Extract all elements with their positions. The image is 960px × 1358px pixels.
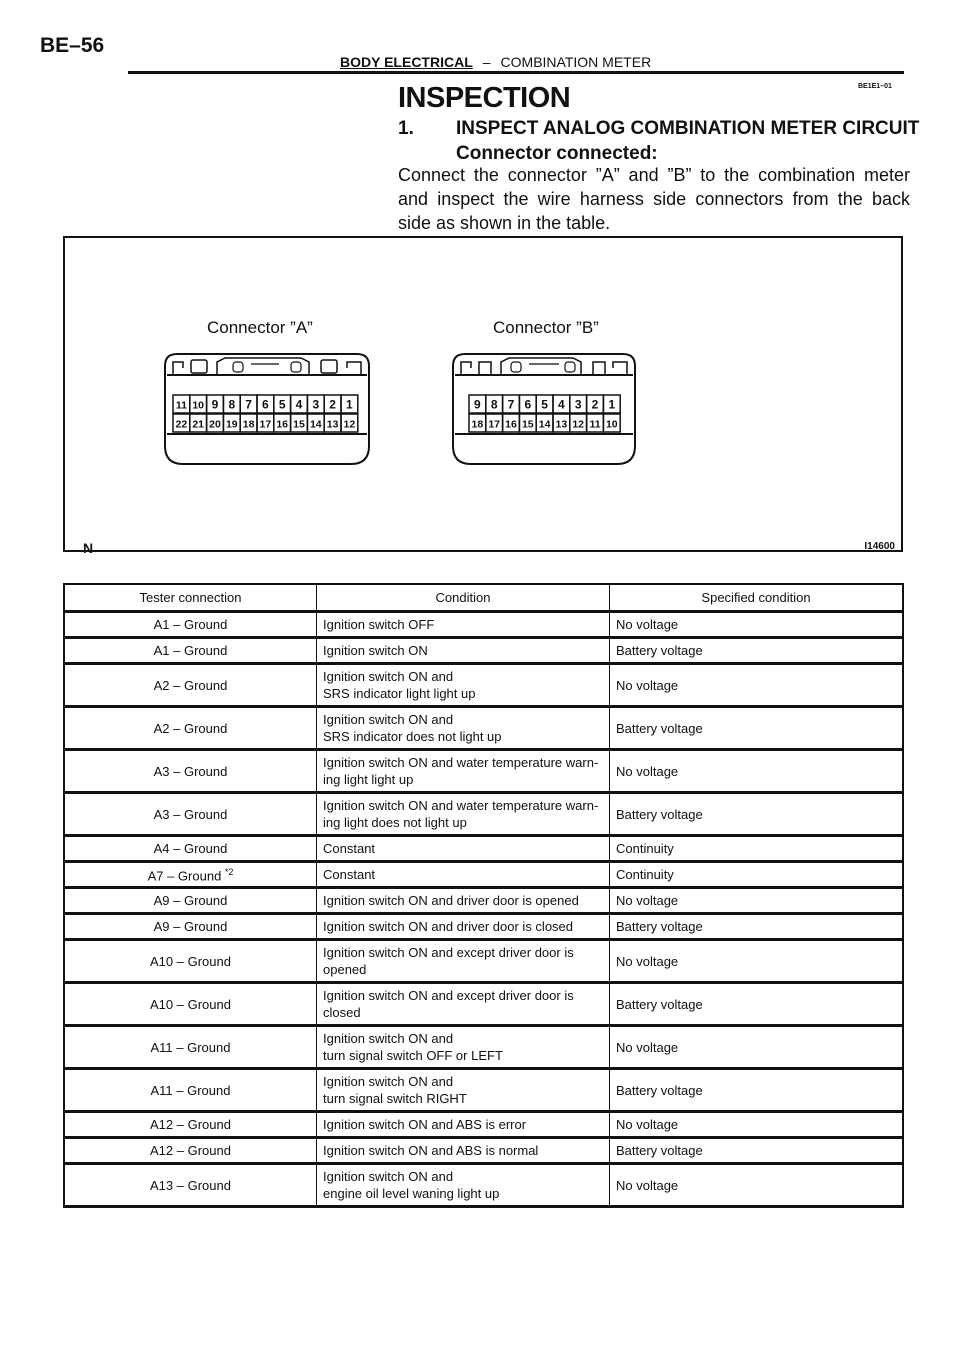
step-title: INSPECT ANALOG COMBINATION METER CIRCUIT — [456, 118, 920, 139]
tester-connection: A9 – Ground — [153, 919, 228, 934]
connector-a-pin-number: 2 — [329, 397, 336, 412]
tester-connection-cell — [64, 638, 317, 664]
tester-connection: A12 – Ground — [150, 1143, 231, 1158]
tester-connection: A12 – Ground — [150, 1117, 231, 1132]
tester-connection: A3 – Ground — [153, 763, 228, 779]
connector-a-pin-number: 9 — [211, 397, 219, 412]
connector-b-pin-number: 4 — [558, 397, 565, 412]
table-row — [64, 793, 903, 836]
condition-line: Ignition switch ON and ABS is normal — [323, 1143, 539, 1158]
condition-cell — [317, 750, 610, 793]
tester-connection: A9 – Ground — [153, 893, 228, 908]
tester-connection-cell — [64, 940, 317, 983]
connector-a-pin-number: 14 — [309, 418, 322, 431]
step-heading — [398, 118, 919, 140]
connector-b-pin-number: 3 — [574, 397, 582, 412]
header-separator: – — [482, 54, 491, 70]
condition-cell — [317, 888, 610, 914]
condition-line: Constant — [323, 841, 376, 856]
condition-line: Ignition switch ON and — [323, 1169, 454, 1184]
table-row — [64, 612, 903, 638]
condition-cell — [317, 793, 610, 836]
connector-a-pin-number: 15 — [293, 418, 305, 431]
tester-connection-cell — [64, 1164, 317, 1207]
table-row — [64, 983, 903, 1026]
footnote-mark: *2 — [224, 867, 234, 878]
connector-b-pin-number: 16 — [505, 418, 517, 431]
tester-connection: A1 – Ground — [153, 617, 228, 632]
specified-condition: Battery voltage — [610, 638, 904, 664]
connector-a-pin-number: 16 — [276, 418, 289, 431]
condition-line-2: turn signal switch RIGHT — [323, 1091, 467, 1106]
condition-line-2: closed — [323, 1005, 361, 1020]
tester-connection: A11 – Ground — [150, 1082, 231, 1098]
connector-a-pin-number: 17 — [259, 418, 272, 431]
tester-connection-cell — [64, 1112, 317, 1138]
header-spec: Specified condition — [610, 584, 904, 612]
condition-cell — [317, 983, 610, 1026]
table-row — [64, 1112, 903, 1138]
connector-figure — [63, 236, 903, 556]
connector-a-pin-number: 6 — [262, 397, 269, 412]
connector-a-pin-number: 5 — [278, 397, 286, 412]
connector-b-pin-number: 6 — [524, 397, 532, 412]
inspection-table — [63, 583, 904, 1208]
running-header — [340, 54, 651, 70]
specified-condition: No voltage — [610, 612, 904, 638]
condition-line: Ignition switch ON and except driver door is — [323, 945, 574, 960]
specified-condition: Battery voltage — [610, 1138, 904, 1164]
connector-b-pin-number: 1 — [608, 397, 616, 412]
table-row — [64, 638, 903, 664]
connector-b-pin-number: 5 — [541, 397, 548, 412]
connector-a-pin-number: 11 — [175, 399, 187, 412]
connector-a-pin-number: 22 — [175, 418, 188, 431]
connector-a-pin-number: 1 — [346, 397, 353, 412]
figure-id: I14600 — [864, 541, 895, 552]
table-row — [64, 888, 903, 914]
step-subheading: Connector connected: — [456, 143, 658, 164]
specified-condition: No voltage — [610, 750, 904, 793]
condition-cell — [317, 836, 610, 862]
tester-connection-cell — [64, 612, 317, 638]
table-header-row — [64, 584, 903, 612]
condition-cell — [317, 1112, 610, 1138]
condition-line: Ignition switch ON and water temperature warn- — [323, 798, 599, 813]
header-rule — [128, 71, 904, 74]
table-row — [64, 1069, 903, 1112]
tester-connection-cell — [64, 1026, 317, 1069]
condition-line: Ignition switch OFF — [323, 617, 435, 632]
table-row — [64, 1026, 903, 1069]
specified-condition: Battery voltage — [610, 1069, 904, 1112]
condition-line-2: turn signal switch OFF or LEFT — [323, 1048, 503, 1063]
table-row — [64, 1164, 903, 1207]
connector-a-pin-number: 20 — [209, 418, 221, 431]
inspection-title: INSPECTION — [398, 82, 571, 114]
condition-cell — [317, 1138, 610, 1164]
condition-line-2: opened — [323, 962, 367, 977]
tester-connection-cell — [64, 862, 317, 888]
condition-cell — [317, 1026, 610, 1069]
condition-cell — [317, 1069, 610, 1112]
specified-condition: No voltage — [610, 1026, 904, 1069]
condition-line-2: ing light light up — [323, 772, 414, 787]
connector-a-pin-number: 7 — [245, 397, 252, 412]
specified-condition: Battery voltage — [610, 707, 904, 750]
table-row — [64, 1138, 903, 1164]
connector-a-pin-number: 3 — [312, 397, 320, 412]
connector-a-pin-number: 19 — [225, 418, 238, 431]
header-tester: Tester connection — [64, 584, 317, 612]
specified-condition: No voltage — [610, 940, 904, 983]
tester-connection-cell — [64, 836, 317, 862]
condition-line: Ignition switch ON and water temperature warn- — [323, 755, 599, 770]
connector-a-pin-number: 10 — [192, 399, 205, 412]
connector-b-pin-number: 8 — [490, 397, 498, 412]
connector-b-pin-number: 12 — [572, 418, 585, 431]
specified-condition: No voltage — [610, 1164, 904, 1207]
connector-b-pins — [469, 395, 620, 432]
tester-connection: A10 – Ground — [150, 996, 231, 1012]
connector-a-pin-number: 4 — [295, 397, 303, 412]
header-condition: Condition — [317, 584, 610, 612]
condition-line: Ignition switch ON — [323, 643, 428, 658]
table-row — [64, 862, 903, 888]
specified-condition: Battery voltage — [610, 914, 904, 940]
condition-cell — [317, 664, 610, 707]
tester-connection-cell — [64, 983, 317, 1026]
connector-b-pin-number: 9 — [474, 397, 481, 412]
connector-a-label: Connector ”A” — [207, 318, 313, 337]
connector-a-pin-number: 18 — [242, 418, 255, 431]
condition-line-2: ing light does not light up — [323, 815, 467, 830]
tester-connection-cell — [64, 750, 317, 793]
condition-cell — [317, 612, 610, 638]
condition-line: Ignition switch ON and — [323, 712, 454, 727]
tester-connection-cell — [64, 914, 317, 940]
tester-connection: A3 – Ground — [153, 806, 228, 822]
section-title: BODY ELECTRICAL — [340, 54, 473, 70]
tester-connection: A11 – Ground — [150, 1039, 231, 1055]
table-row — [64, 940, 903, 983]
table-row — [64, 664, 903, 707]
connector-b-pin-number: 14 — [538, 418, 551, 431]
condition-line-2: SRS indicator light light up — [323, 686, 476, 701]
condition-line: Ignition switch ON and driver door is opened — [323, 893, 579, 908]
connector-b-pin-number: 13 — [555, 418, 568, 431]
figure-corner-mark: N — [83, 540, 94, 556]
tester-connection: A4 – Ground — [153, 841, 228, 856]
connector-a-pin-number: 8 — [228, 397, 236, 412]
connector-a-pin-number: 13 — [326, 418, 339, 431]
table-row — [64, 750, 903, 793]
condition-cell — [317, 940, 610, 983]
condition-line: Ignition switch ON and driver door is closed — [323, 919, 574, 934]
tester-connection: A10 – Ground — [150, 953, 231, 969]
specified-condition: Battery voltage — [610, 983, 904, 1026]
condition-line: Ignition switch ON and — [323, 1031, 454, 1046]
connector-b-pin-number: 10 — [605, 418, 618, 431]
specified-condition: No voltage — [610, 664, 904, 707]
specified-condition: No voltage — [610, 888, 904, 914]
connector-b-label: Connector ”B” — [493, 318, 599, 337]
condition-cell — [317, 914, 610, 940]
tester-connection: A1 – Ground — [153, 643, 228, 658]
connector-a-pin-number: 21 — [192, 418, 205, 431]
table-row — [64, 914, 903, 940]
connector-b-pin-number: 11 — [589, 418, 601, 431]
condition-line: Ignition switch ON and ABS is error — [323, 1117, 527, 1132]
connector-b-pin-number: 2 — [591, 397, 599, 412]
tester-connection-cell — [64, 1138, 317, 1164]
condition-line: Constant — [323, 867, 376, 882]
condition-cell — [317, 1164, 610, 1207]
specified-condition: No voltage — [610, 1112, 904, 1138]
condition-line-2: engine oil level waning light up — [323, 1186, 500, 1201]
connector-b-pin-number: 15 — [521, 418, 534, 431]
connector-b-pin-number: 18 — [471, 418, 484, 431]
table-row — [64, 836, 903, 862]
tester-connection: A13 – Ground — [150, 1177, 231, 1193]
connector-b-pin-number: 7 — [507, 397, 515, 412]
specified-condition: Battery voltage — [610, 793, 904, 836]
table-row — [64, 707, 903, 750]
page-code: BE–56 — [40, 34, 105, 57]
condition-cell — [317, 707, 610, 750]
connector-b-pin-number: 17 — [488, 418, 501, 431]
connector-a-pins — [173, 395, 358, 432]
condition-line: Ignition switch ON and — [323, 1074, 454, 1089]
connector-drawing — [65, 238, 901, 538]
tester-connection-cell — [64, 888, 317, 914]
tester-connection: A2 – Ground — [153, 720, 228, 736]
tester-connection-cell — [64, 1069, 317, 1112]
condition-line-2: SRS indicator does not light up — [323, 729, 502, 744]
tester-connection: A7 – Ground — [147, 868, 225, 884]
instruction-paragraph: Connect the connector ”A” and ”B” to the combination meter and inspect the wire harness side connectors from the back side as shown in the table. — [398, 165, 910, 233]
condition-cell — [317, 862, 610, 888]
specified-condition: Continuity — [610, 862, 904, 888]
tester-connection: A2 – Ground — [153, 677, 228, 693]
document-id: BE1E1–01 — [858, 83, 892, 90]
condition-cell — [317, 638, 610, 664]
subsection-title: COMBINATION METER — [500, 54, 652, 70]
connector-a-pin-number: 12 — [343, 418, 356, 431]
condition-line: Ignition switch ON and except driver door is — [323, 988, 574, 1003]
tester-connection-cell — [64, 664, 317, 707]
specified-condition: Continuity — [610, 836, 904, 862]
tester-connection-cell — [64, 707, 317, 750]
condition-line: Ignition switch ON and — [323, 669, 454, 684]
step-number: 1. — [398, 118, 414, 139]
tester-connection-cell — [64, 793, 317, 836]
